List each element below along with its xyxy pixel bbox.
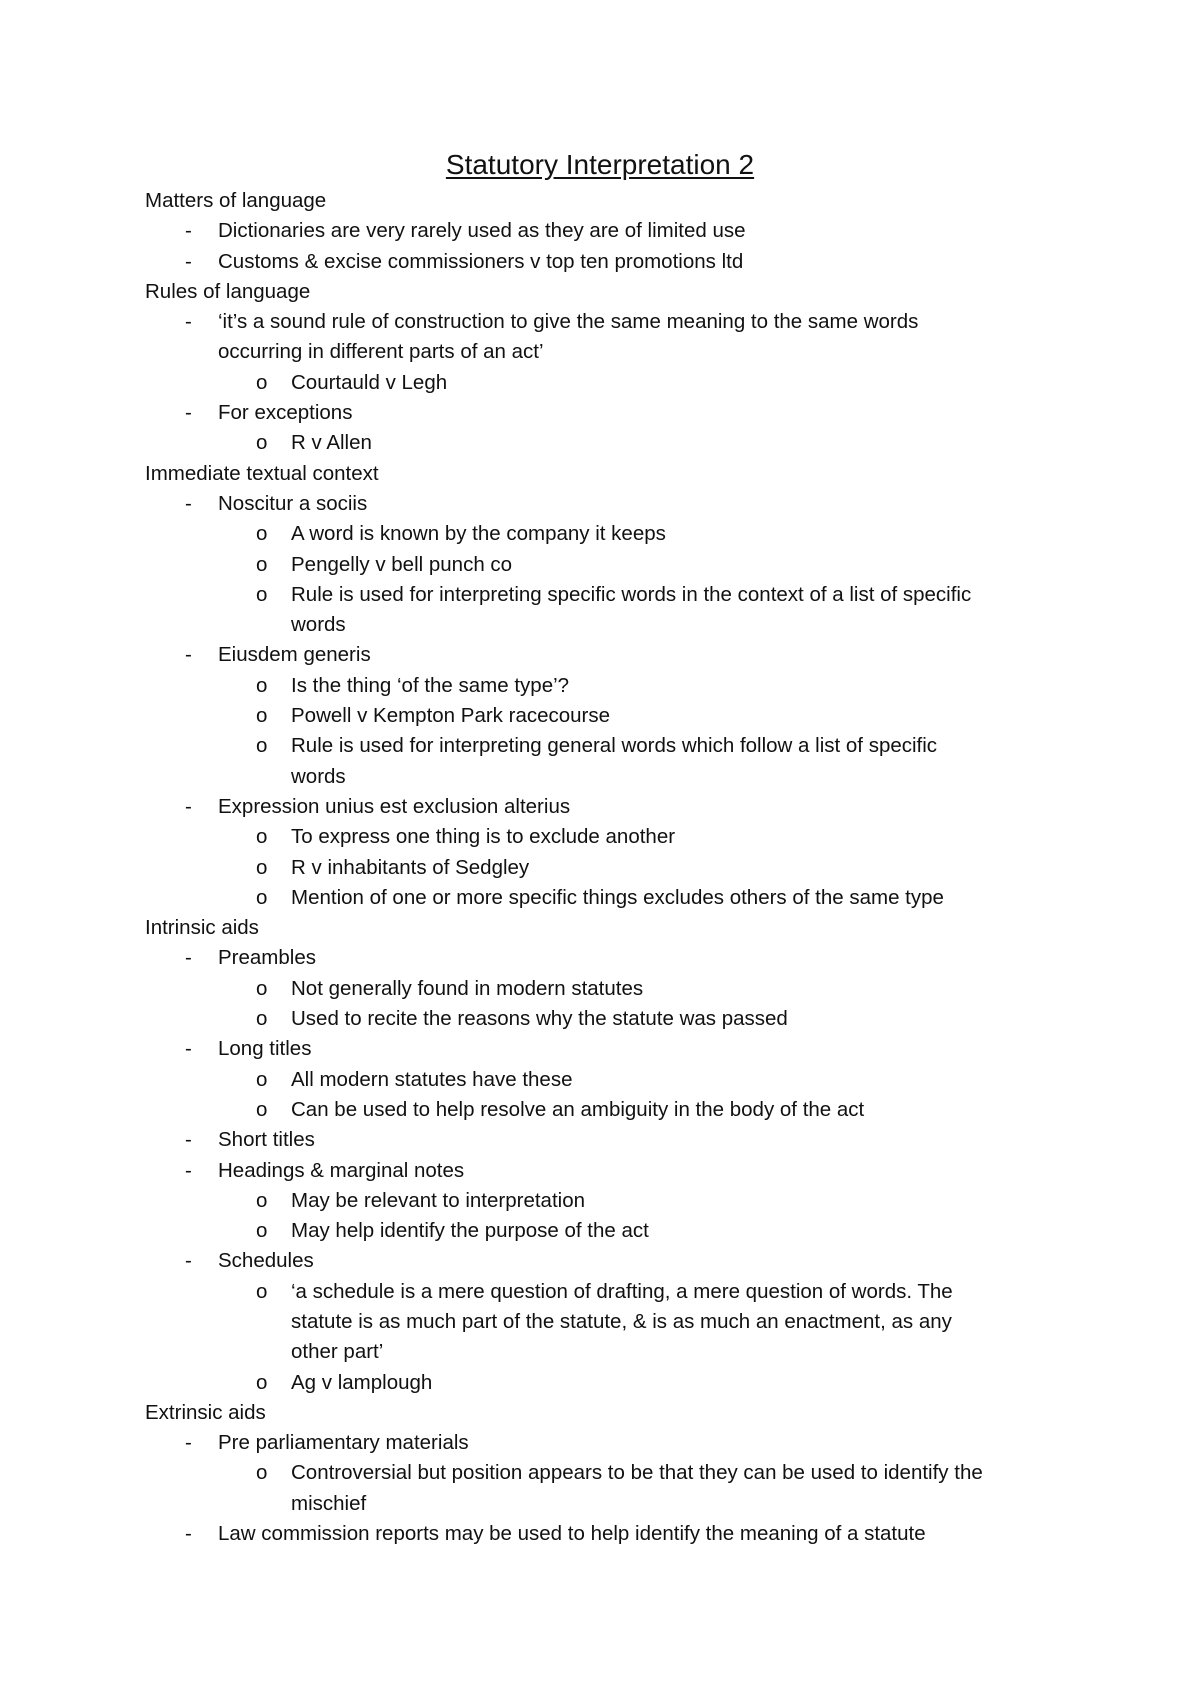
dash-bullet: - (185, 401, 192, 425)
line-text: Controversial but position appears to be that they can be used to identify the (291, 1461, 983, 1485)
dash-bullet: - (185, 1128, 192, 1152)
dash-bullet: - (185, 1037, 192, 1061)
line-text: All modern statutes have these (291, 1067, 573, 1091)
list-item (145, 1428, 1075, 1458)
circle-bullet: o (256, 825, 268, 849)
sub-list-item (145, 428, 1075, 458)
section-heading (145, 1398, 1075, 1428)
line-text: To express one thing is to exclude another (291, 825, 676, 849)
line-text: Dictionaries are very rarely used as they are of limited use (218, 219, 746, 243)
section-heading (145, 277, 1075, 307)
section-heading (145, 186, 1075, 216)
sub-list-item (145, 519, 1075, 549)
circle-bullet: o (256, 976, 268, 1000)
list-item (145, 1156, 1075, 1186)
circle-bullet: o (256, 370, 268, 394)
list-item (145, 489, 1075, 519)
list-item (145, 398, 1075, 428)
line-text: ‘it’s a sound rule of construction to give the same meaning to the same words (218, 310, 919, 334)
line-text: Matters of language (145, 189, 327, 212)
sub-list-item (145, 1458, 1075, 1488)
circle-bullet: o (256, 1188, 268, 1212)
line-text: Headings & marginal notes (218, 1158, 465, 1182)
line-text: ‘a schedule is a mere question of drafting, a mere question of words. The (291, 1279, 953, 1303)
circle-bullet: o (256, 582, 268, 606)
dash-bullet: - (185, 249, 192, 273)
line-text: Noscitur a sociis (218, 491, 368, 515)
circle-bullet: o (256, 734, 268, 758)
line-text: Can be used to help resolve an ambiguity in the body of the act (291, 1097, 865, 1121)
sub-list-item (145, 1216, 1075, 1246)
line-text: words (291, 764, 346, 788)
sub-list-item (145, 822, 1075, 852)
sub-list-item (145, 731, 1075, 761)
line-text: Courtauld v Legh (291, 370, 448, 394)
list-item-continuation (145, 610, 1075, 640)
line-text: Pre parliamentary materials (218, 1431, 469, 1455)
line-text: Extrinsic aids (145, 1400, 266, 1424)
circle-bullet: o (256, 552, 268, 576)
line-text: Immediate textual context (145, 461, 379, 485)
line-text: Mention of one or more specific things excludes others of the same type (291, 885, 944, 909)
sub-list-item (145, 1095, 1075, 1125)
circle-bullet: o (256, 1219, 268, 1243)
line-text: May help identify the purpose of the act (291, 1219, 649, 1243)
sub-list-item (145, 368, 1075, 398)
sub-list-item (145, 1065, 1075, 1095)
line-text: statute is as much part of the statute, & is as much an enactment, as any (291, 1309, 952, 1333)
circle-bullet: o (256, 1370, 268, 1394)
list-item (145, 247, 1075, 277)
line-text: Schedules (218, 1249, 314, 1273)
circle-bullet: o (256, 704, 268, 728)
line-text: occurring in different parts of an act’ (218, 340, 544, 364)
line-text: Powell v Kempton Park racecourse (291, 704, 611, 728)
line-text: May be relevant to interpretation (291, 1188, 585, 1212)
sub-list-item (145, 550, 1075, 580)
dash-bullet: - (185, 643, 192, 667)
circle-bullet: o (256, 1279, 268, 1303)
line-text: Rules of language (145, 279, 311, 303)
sub-list-item (145, 1277, 1075, 1307)
circle-bullet: o (256, 673, 268, 697)
sub-list-item (145, 580, 1075, 610)
line-text: Expression unius est exclusion alterius (218, 794, 571, 818)
line-text: Ag v lamplough (291, 1370, 433, 1394)
sub-list-item (145, 974, 1075, 1004)
line-text: other part’ (291, 1340, 384, 1364)
list-item (145, 640, 1075, 670)
list-item (145, 1125, 1075, 1155)
list-item (145, 792, 1075, 822)
list-item-continuation (145, 1337, 1075, 1367)
sub-list-item (145, 853, 1075, 883)
section-heading (145, 913, 1075, 943)
list-item (145, 1034, 1075, 1064)
list-item-continuation (145, 762, 1075, 792)
circle-bullet: o (256, 1067, 268, 1091)
line-text: words (291, 613, 346, 637)
section-heading (145, 459, 1075, 489)
line-text: Is the thing ‘of the same type’? (291, 673, 570, 697)
line-text: For exceptions (218, 401, 353, 425)
dash-bullet: - (185, 1431, 192, 1455)
dash-bullet: - (185, 794, 192, 818)
line-text: Pengelly v bell punch co (291, 552, 513, 576)
circle-bullet: o (256, 522, 268, 546)
line-text: Preambles (218, 946, 316, 970)
line-text: Rule is used for interpreting specific words in the context of a list of specific (291, 582, 972, 606)
list-item (145, 307, 1075, 337)
circle-bullet: o (256, 1097, 268, 1121)
line-text: Eiusdem generis (218, 643, 371, 667)
dash-bullet: - (185, 491, 192, 515)
line-text: Short titles (218, 1128, 315, 1152)
line-text: Used to recite the reasons why the statute was passed (291, 1007, 788, 1031)
line-text: mischief (291, 1491, 367, 1515)
sub-list-item (145, 701, 1075, 731)
list-item (145, 943, 1075, 973)
list-item-continuation (145, 337, 1075, 367)
notes-list (145, 186, 1075, 1549)
line-text: R v Allen (291, 431, 372, 455)
circle-bullet: o (256, 1461, 268, 1485)
dash-bullet: - (185, 946, 192, 970)
circle-bullet: o (256, 885, 268, 909)
list-item (145, 1246, 1075, 1276)
line-text: Customs & excise commissioners v top ten promotions ltd (218, 249, 744, 273)
list-item (145, 216, 1075, 246)
line-text: R v inhabitants of Sedgley (291, 855, 530, 879)
sub-list-item (145, 1368, 1075, 1398)
line-text: Not generally found in modern statutes (291, 976, 644, 1000)
circle-bullet: o (256, 1007, 268, 1031)
list-item (145, 1519, 1075, 1549)
dash-bullet: - (185, 219, 192, 243)
sub-list-item (145, 1004, 1075, 1034)
dash-bullet: - (185, 310, 192, 334)
page-title: Statutory Interpretation 2 (445, 149, 755, 180)
dash-bullet: - (185, 1158, 192, 1182)
line-text: Long titles (218, 1037, 312, 1061)
dash-bullet: - (185, 1522, 192, 1546)
sub-list-item (145, 671, 1075, 701)
circle-bullet: o (256, 855, 268, 879)
sub-list-item (145, 883, 1075, 913)
line-text: Law commission reports may be used to help identify the meaning of a statute (218, 1522, 926, 1546)
sub-list-item (145, 1186, 1075, 1216)
dash-bullet: - (185, 1249, 192, 1273)
line-text: Rule is used for interpreting general words which follow a list of specific (291, 734, 938, 758)
line-text: A word is known by the company it keeps (291, 522, 666, 546)
line-text: Intrinsic aids (145, 916, 259, 940)
list-item-continuation (145, 1489, 1075, 1519)
list-item-continuation (145, 1307, 1075, 1337)
circle-bullet: o (256, 431, 268, 455)
